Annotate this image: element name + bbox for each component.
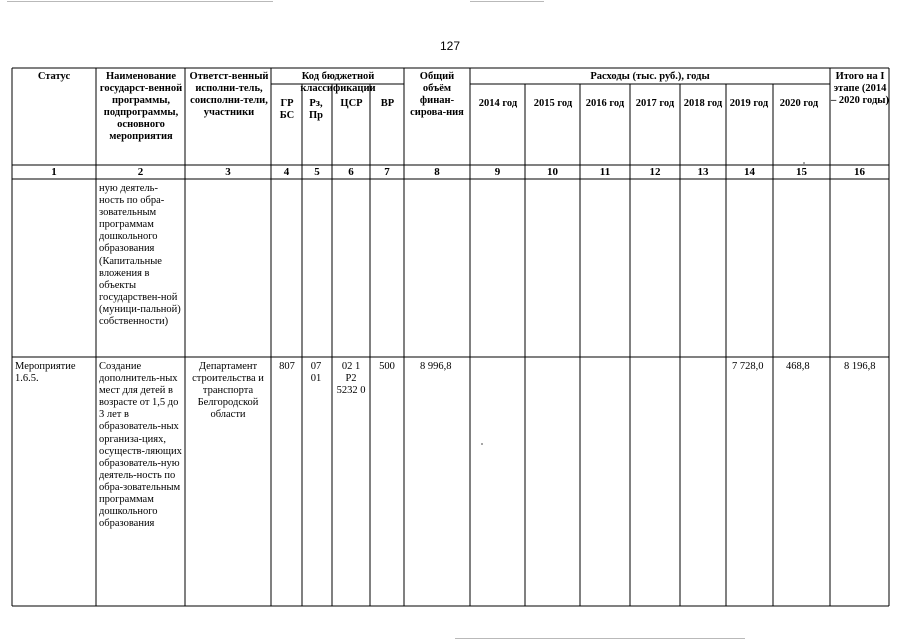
header-name: Наименование государст-венной программы, подпрограммы, основного мероприятия: [99, 71, 183, 143]
header-year-2018: 2018 год: [683, 98, 723, 109]
column-number-6: 6: [348, 166, 354, 178]
header-year-2015: 2015 год: [533, 98, 573, 109]
column-number-5: 5: [314, 166, 320, 178]
header-year-2016: 2016 год: [585, 98, 625, 109]
row-2-grbs: 807: [279, 361, 295, 372]
header-year-2014: 2014 год: [478, 98, 518, 109]
column-number-14: 14: [744, 166, 755, 178]
column-number-10: 10: [547, 166, 558, 178]
scan-speck: [803, 162, 805, 164]
column-number-15: 15: [796, 166, 807, 178]
column-number-3: 3: [225, 166, 231, 178]
column-number-9: 9: [494, 166, 501, 178]
header-rzpr: Рз, Пр: [308, 98, 323, 122]
column-number-1: 1: [51, 166, 57, 178]
header-budget-code: Код бюджетной классификации: [300, 71, 376, 95]
row-1-name: ную деятель-ность по обра-зовательным программам дошкольного образования (Капитальные вложения в объекты государствен-ной (муници-пальной) собственности): [99, 183, 181, 328]
header-csr: ЦСР: [340, 98, 363, 109]
page-number: 127: [439, 39, 461, 53]
scan-edge-line-right: [470, 1, 544, 2]
scan-speck: [481, 443, 483, 445]
column-number-7: 7: [384, 166, 390, 178]
row-2-year-2020: 468,8: [786, 361, 810, 372]
header-year-2017: 2017 год: [635, 98, 675, 109]
header-year-2020: 2020 год: [779, 98, 819, 109]
column-number-8: 8: [434, 166, 440, 178]
column-number-11: 11: [599, 166, 611, 178]
row-2-status: Мероприятие 1.6.5.: [15, 361, 76, 385]
row-2-rzpr: 07 01: [310, 361, 322, 385]
scan-edge-line-bottom: [455, 638, 745, 639]
header-stage-total: Итого на I этапе (2014 – 2020 годы): [831, 71, 889, 107]
column-number-2: 2: [137, 166, 144, 178]
row-2-total: 8 996,8: [420, 361, 452, 372]
row-2-stage-total: 8 196,8: [844, 361, 876, 372]
column-number-4: 4: [283, 166, 290, 178]
row-2-name: Создание дополнитель-ных мест для детей в возрасте от 1,5 до 3 лет в образователь-ных организа-циях, осуществ-ляющих образователь-ную деятель-ность по обра-зовательным программам дошкольного образования: [99, 361, 182, 530]
column-number-13: 13: [697, 166, 709, 178]
column-number-12: 12: [649, 166, 661, 178]
row-2-responsible: Департамент строительства и транспорта Белгородской области: [192, 361, 264, 421]
row-2-year-2019: 7 728,0: [732, 361, 764, 372]
column-number-16: 16: [854, 166, 865, 178]
header-vr: ВР: [380, 98, 395, 109]
header-expenses: Расходы (тыс. руб.), годы: [590, 71, 710, 82]
header-year-2019: 2019 год: [729, 98, 769, 109]
scan-edge-line-left: [7, 1, 273, 2]
row-2-csr: 02 1 P2 5232 0: [336, 361, 366, 397]
header-grbs: ГР БС: [279, 98, 295, 122]
row-2-vr: 500: [379, 361, 395, 372]
header-responsible: Ответст-венный исполни-тель, соисполни-тели, участники: [189, 71, 269, 119]
header-status: Статус: [37, 71, 71, 82]
header-total: Общий объём финан-сирова-ния: [410, 71, 464, 119]
